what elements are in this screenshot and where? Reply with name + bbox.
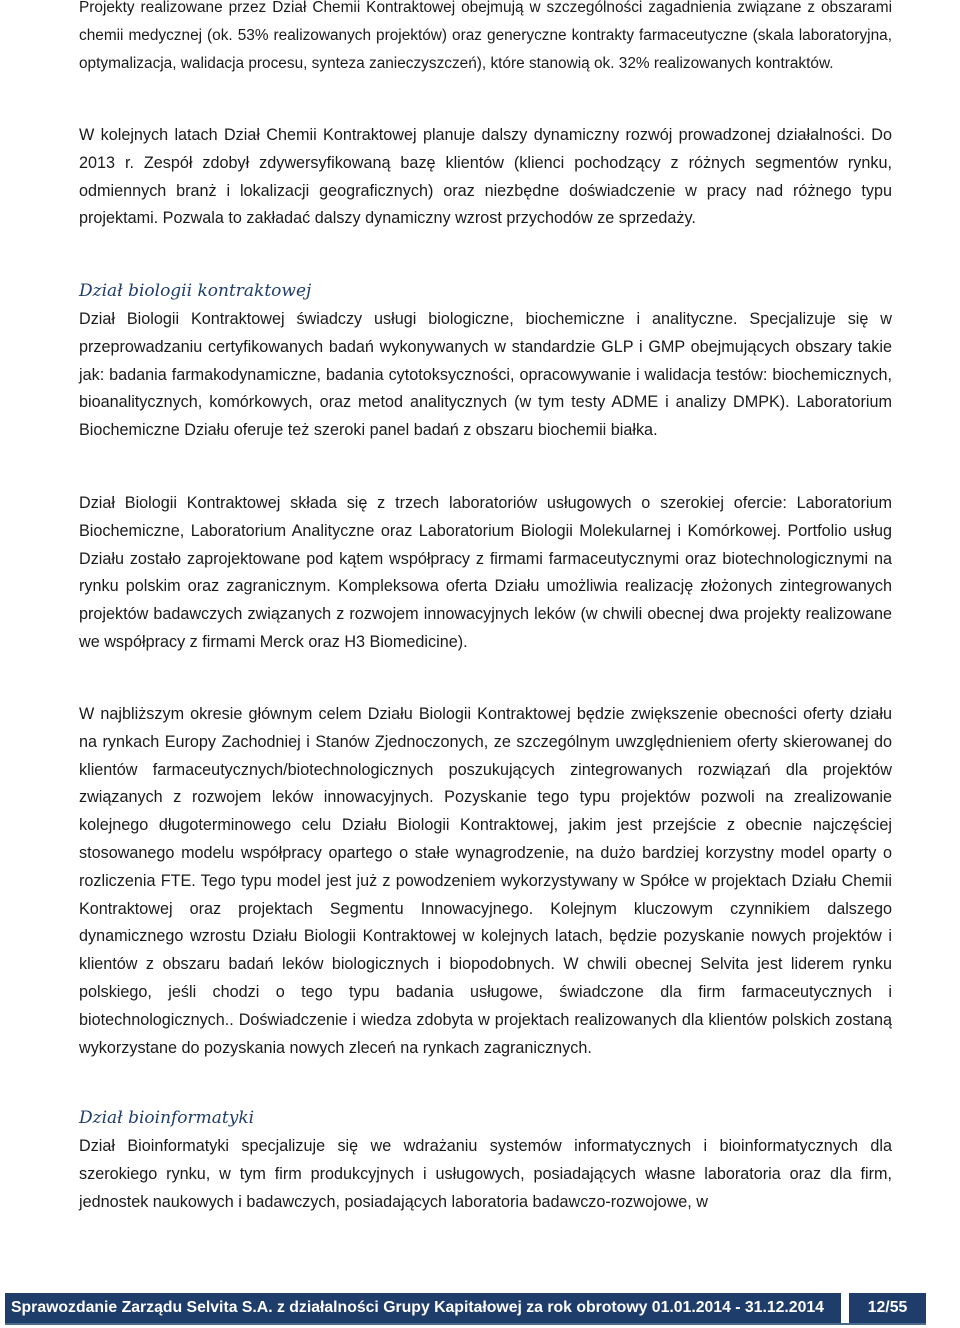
footer-divider [841, 1293, 849, 1323]
paragraph-bioinformatics: Dział Bioinformatyki specjalizuje się we wdrażaniu systemów informatycznych i bioinformatycznych dla szerokiego rynku, w tym firm produkcyjnych i usługowych, posiadających własne laboratoria oraz dla firm, jednostek naukowych i badawczych, posiadających laboratoria badawczo-rozwojowe, w [79, 1137, 892, 1211]
paragraph-biology-labs: Dział Biologii Kontraktowej składa się z trzech laboratoriów usługowych o szerokiej ofercie: Laboratorium Biochemiczne, Laboratorium Analityczne oraz Laboratorium Biologii Molekularnej i Komórkowej. Portfolio usług Działu zostało zaprojektowane pod kątem współpracy z firmami farmaceutycznymi oraz biotechnologicznymi na rynku polskim oraz zagranicznym. Kompleksowa oferta Działu umożliwia realizację złożonych zintegrowanych projektów badawczych związanych z rozwojem innowacyjnych leków (w chwili obecnej dwa projekty realizowane we współpracy z firmami Merck oraz H3 Biomedicine). [79, 494, 892, 651]
paragraph-biology-goals: W najbliższym okresie głównym celem Działu Biologii Kontraktowej będzie zwiększenie obecności oferty działu na rynkach Europy Zachodniej i Stanów Zjednoczonych, ze szczególnym uwzględnieniem oferty skierowanej do klientów farmaceutycznych/biotechnologicznych poszukujących zintegrowanych rozwiązań dla projektów związanych z rozwojem leków innowacyjnych. Pozyskanie tego typu projektów pozwoli na zrealizowanie kolejnego długoterminowego celu Działu Biologii Kontraktowej, jakim jest przejście z obecnie najczęściej stosowanego modelu współpracy opartego o stałe wynagrodzenie, na dużo bardziej korzystny model oparty o rozliczenia FTE. Tego typu model jest już z powodzeniem wykorzystywany w Spółce w projektach Działu Chemii Kontraktowej oraz projektach Segmentu Innowacyjnego. Kolejnym kluczowym czynnikiem dalszego dynamicznego wzrostu Działu Biologii Kontraktowej w kolejnych latach, będzie pozyskanie nowych projektów i klientów z obszaru badań leków biologicznych i biopodobnych. W chwili obecnej Selvita jest liderem rynku polskiego, jeśli chodzi o tego typu badania usługowe, świadczone dla firm farmaceutycznych i biotechnologicznych.. Doświadczenie i wiedza zdobyta w projektach realizowanych dla klientów polskich zostaną wykorzystane do pozyskania nowych zleceń na rynkach zagranicznych. [79, 705, 892, 1057]
footer-page-number: 12/55 [849, 1293, 926, 1323]
paragraph-chemistry-plans: W kolejnych latach Dział Chemii Kontraktowej planuje dalszy dynamiczny rozwój prowadzonej działalności. Do 2013 r. Zespół zdobył zdywersyfikowaną bazę klientów (klienci pochodzący z różnych segmentów rynku, odmiennych branż i lokalizacji geograficznych) oraz niezbędne doświadczenie w pracy nad różnego typu projektami. Pozwala to zakładać dalszy dynamiczny wzrost przychodów ze sprzedaży. [79, 126, 892, 228]
section-heading-bioinformatics: Dział bioinformatyki [79, 1108, 255, 1128]
page-footer [5, 1293, 926, 1325]
paragraph-biology-services: Dział Biologii Kontraktowej świadczy usługi biologiczne, biochemiczne i analityczne. Specjalizuje się w przeprowadzaniu certyfikowanych badań wykonywanych w standardzie GLP i GMP obejmujących obszary takie jak: badania farmakodynamiczne, badania cytotoksyczności, opracowywanie i walidacja testów: biochemicznych, bioanalitycznych, komórkowych, oraz metod analitycznych (w tym testy ADME i analizy DMPK). Laboratorium Biochemiczne Działu oferuje też szeroki panel badań z obszaru biochemii białka. [79, 310, 892, 440]
paragraph-chemistry-projects: Projekty realizowane przez Dział Chemii Kontraktowej obejmują w szczególności zagadnienia związane z obszarami chemii medycznej (ok. 53% realizowanych projektów) oraz generyczne kontrakty farmaceutyczne (skala laboratoryjna, optymalizacja, walidacja procesu, synteza zanieczyszczeń), które stanowią ok. 32% realizowanych kontraktów. [79, 0, 892, 72]
footer-report-title: Sprawozdanie Zarządu Selvita S.A. z działalności Grupy Kapitałowej za rok obrotowy 01.01.2014 - 31.12.2014 [5, 1293, 841, 1323]
section-heading-contract-biology: Dział biologii kontraktowej [79, 281, 312, 301]
